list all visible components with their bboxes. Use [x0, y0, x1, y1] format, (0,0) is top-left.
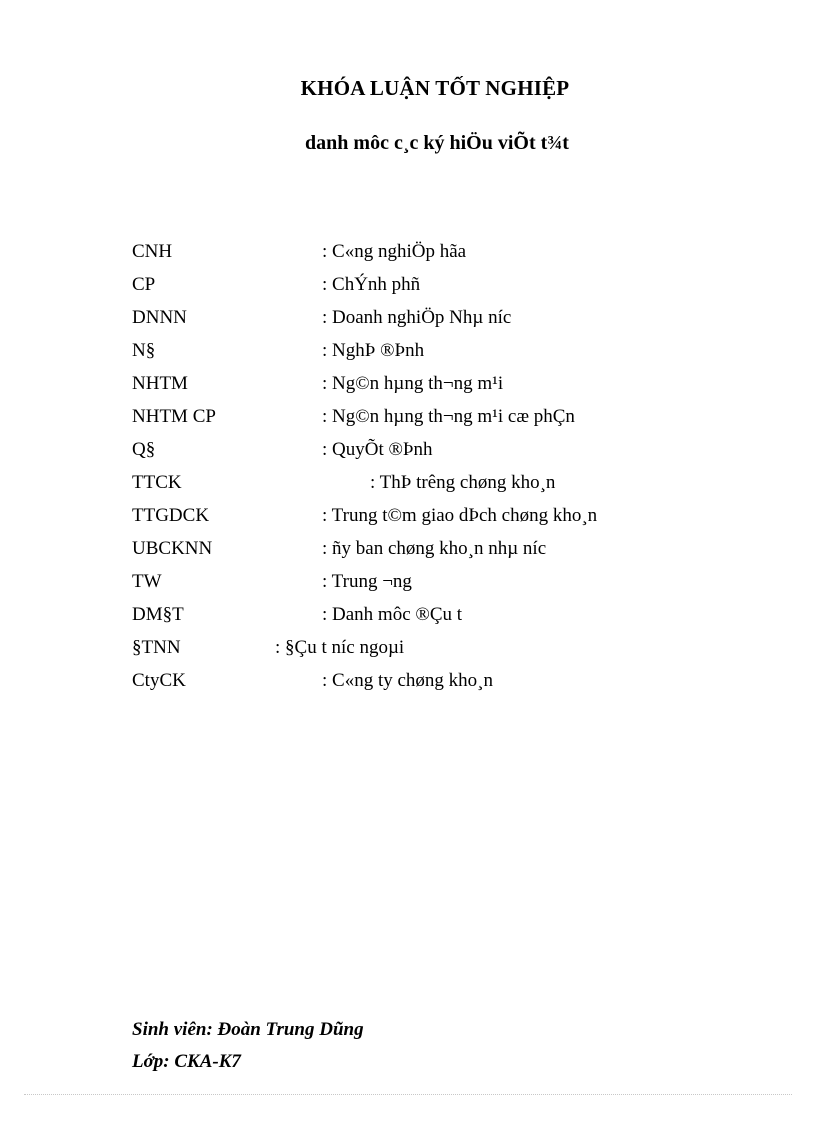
- abbreviation-definition: : NghÞ ®Þnh: [322, 340, 425, 361]
- abbreviation-row: [0, 637, 816, 663]
- abbreviation-definition: : Ng©n hµng th¬ng m¹i: [322, 373, 504, 394]
- abbreviation-definition: : QuyÕt ®Þnh: [322, 439, 433, 460]
- abbreviation-term: UBCKNN: [132, 538, 213, 559]
- abbreviation-term: N§: [132, 340, 156, 361]
- abbreviation-term: NHTM: [132, 373, 188, 394]
- abbreviation-term: CtyCK: [132, 670, 186, 691]
- abbreviation-definition: : §Çu t níc ngoµi: [275, 637, 405, 658]
- abbreviation-term: TTGDCK: [132, 505, 210, 526]
- abbreviation-row: [0, 241, 816, 267]
- abbreviation-term: NHTM CP: [132, 406, 216, 427]
- abbreviation-definition: : ChÝnh phñ: [322, 274, 421, 295]
- abbreviation-row: [0, 406, 816, 432]
- abbreviation-definition: : C«ng nghiÖp hãa: [322, 241, 467, 262]
- abbreviation-term: CNH: [132, 241, 173, 262]
- list-title: danh môc c¸c ký hiÖu viÕt t¾t: [305, 132, 569, 154]
- abbreviation-row: [0, 307, 816, 333]
- abbreviation-row: [0, 571, 816, 597]
- abbreviation-row: [0, 604, 816, 630]
- page-bottom-rule: [24, 1094, 792, 1095]
- document-header-title: KHÓA LUẬN TỐT NGHIỆP: [300, 76, 570, 100]
- abbreviation-definition: : Ng©n hµng th¬ng m¹i cæ phÇn: [322, 406, 575, 427]
- abbreviation-definition: : Trung ¬ng: [322, 571, 412, 592]
- student-name: Sinh viên: Đoàn Trung Dũng: [132, 1019, 364, 1040]
- abbreviation-term: TW: [132, 571, 162, 592]
- abbreviation-definition: : ThÞ trêng chøng kho¸n: [370, 472, 556, 493]
- abbreviation-definition: : Danh môc ®Çu t: [322, 604, 463, 625]
- abbreviation-term: DM§T: [132, 604, 184, 625]
- abbreviation-row: [0, 472, 816, 498]
- abbreviation-row: [0, 373, 816, 399]
- abbreviation-row: [0, 340, 816, 366]
- abbreviation-row: [0, 274, 816, 300]
- abbreviation-definition: : ñy ban chøng kho¸n nhµ níc: [322, 538, 547, 559]
- abbreviation-definition: : Doanh nghiÖp Nhµ níc: [322, 307, 512, 328]
- abbreviation-term: Q§: [132, 439, 156, 460]
- abbreviation-term: TTCK: [132, 472, 182, 493]
- abbreviation-term: DNNN: [132, 307, 187, 328]
- abbreviation-term: CP: [132, 274, 156, 295]
- abbreviation-definition: : Trung t©m giao dÞch chøng kho¸n: [322, 505, 598, 526]
- abbreviation-row: [0, 439, 816, 465]
- class-name: Lớp: CKA-K7: [132, 1051, 241, 1072]
- abbreviation-row: [0, 670, 816, 696]
- abbreviation-term: §TNN: [132, 637, 181, 658]
- abbreviation-definition: : C«ng ty chøng kho¸n: [322, 670, 493, 691]
- abbreviation-row: [0, 538, 816, 564]
- abbreviation-row: [0, 505, 816, 531]
